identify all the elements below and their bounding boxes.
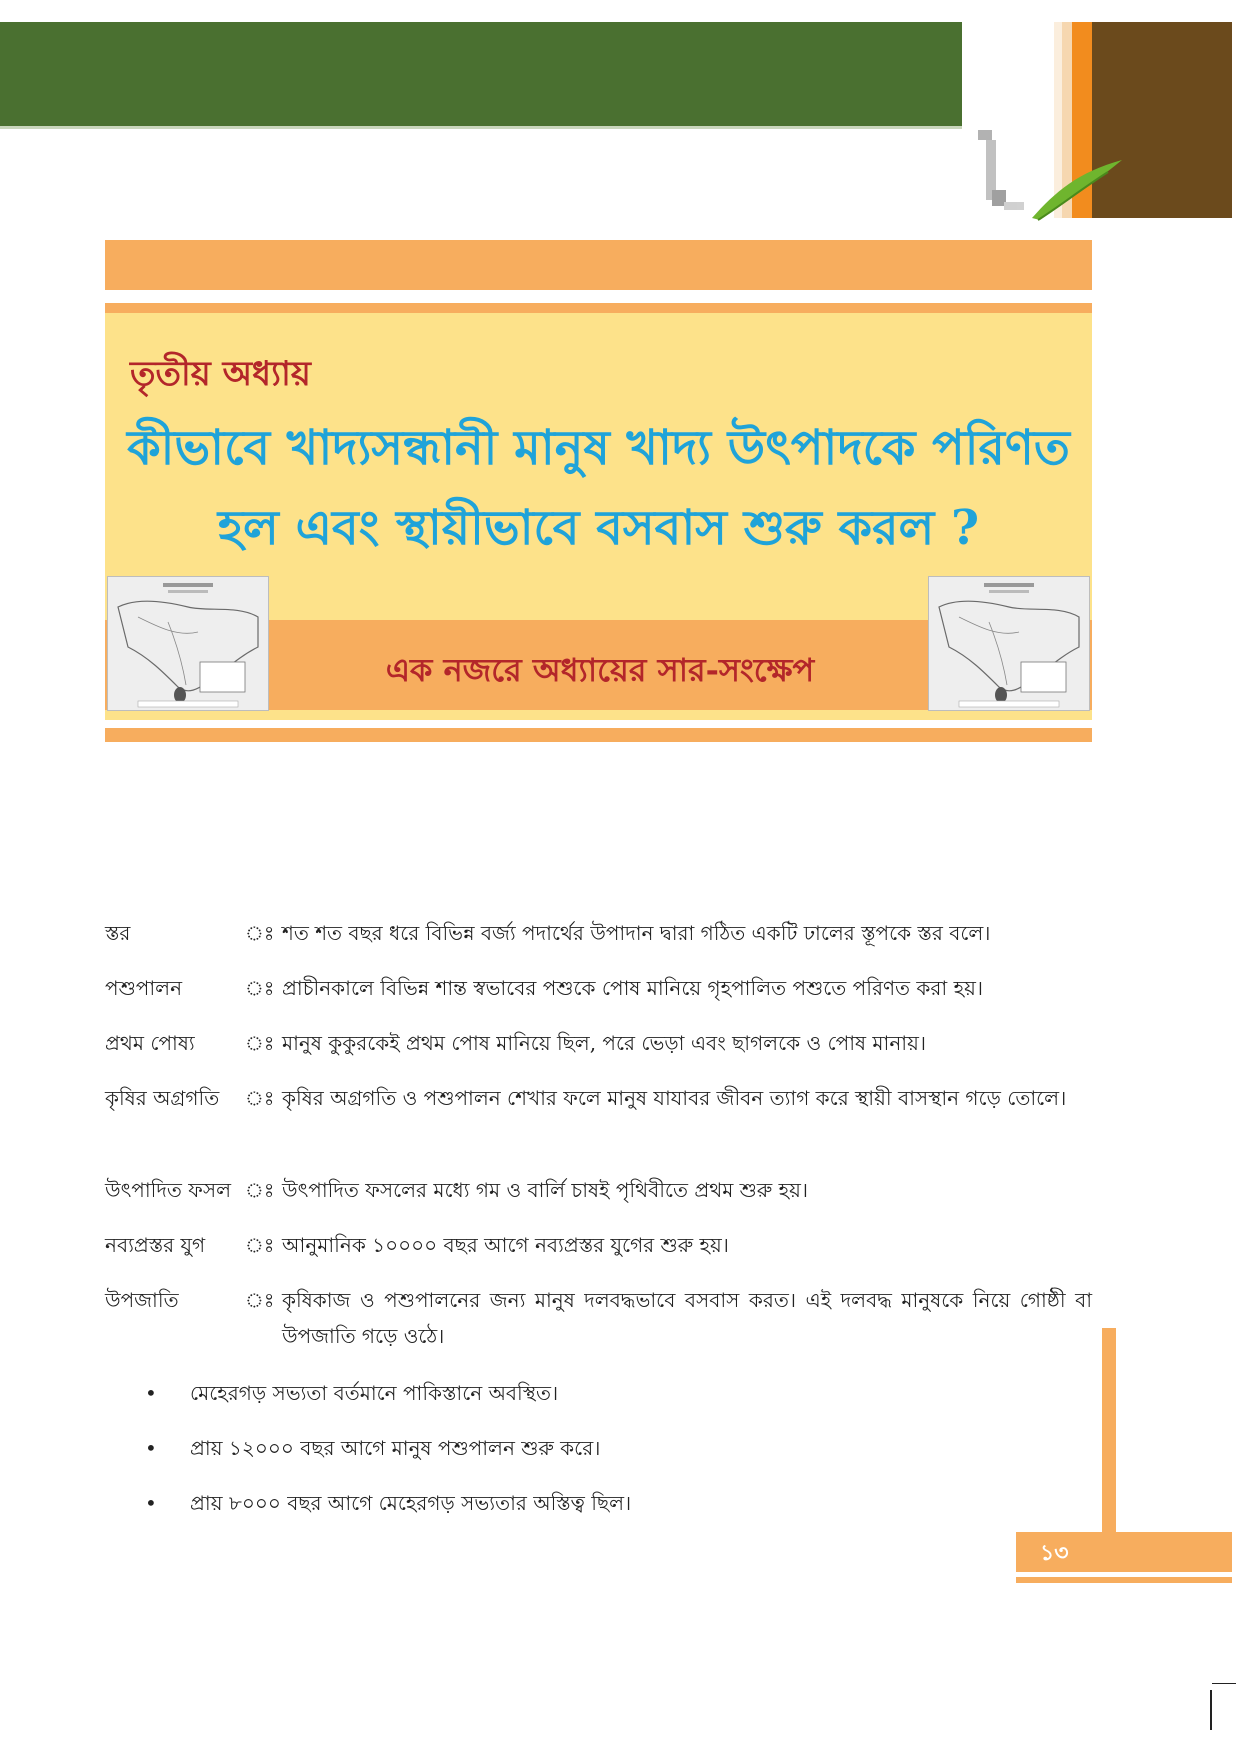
definition-term: স্তর — [105, 921, 131, 945]
definition-colon: ঃ — [245, 921, 275, 945]
definition-colon: ঃ — [245, 1178, 275, 1202]
definition-text: উৎপাদিত ফসলের মধ্যে গম ও বার্লি চাষই পৃথিবীতে প্রথম শুরু হয়। — [282, 1178, 809, 1202]
crop-mark — [1212, 1683, 1236, 1684]
definition-text: কৃষিকাজ ও পশুপালনের জন্য মানুষ দলবদ্ধভাবে বসবাস করত। এই দলবদ্ধ মানুষকে নিয়ে গোষ্ঠী বা উপজাতি গড়ে ওঠে। — [282, 1288, 1092, 1348]
page-number-vertical-bar — [1102, 1328, 1116, 1532]
definition-text: মানুষ কুকুরকেই প্রথম পোষ মানিয়ে ছিল, পরে ভেড়া এবং ছাগলকে ও পোষ মানায়। — [282, 1031, 927, 1055]
definition-colon: ঃ — [245, 1031, 275, 1055]
definition-term: উপজাতি — [105, 1288, 179, 1312]
header-bottom-bar — [105, 728, 1092, 742]
page-number-underline — [1016, 1577, 1232, 1583]
chapter-label: তৃতীয় অধ্যায় — [130, 354, 311, 394]
definition-term: কৃষির অগ্রগতি — [105, 1086, 220, 1110]
map-thumbnail-right — [928, 576, 1090, 711]
chapter-title: কীভাবে খাদ্যসন্ধানী মানুষ খাদ্য উৎপাদকে পরিণত হল এবং স্থায়ীভাবে বসবাস শুরু করল ? — [127, 420, 1070, 556]
header-top-bar — [105, 240, 1092, 290]
header-thin-bar — [105, 303, 1092, 313]
definition-term: উৎপাদিত ফসল — [105, 1178, 231, 1202]
map-illustration-icon — [108, 577, 269, 711]
top-band-shadow — [0, 126, 962, 129]
page-number: ১৩ — [1040, 1541, 1069, 1566]
summary-heading: এক নজরে অধ্যায়ের সার-সংক্ষেপ — [385, 651, 815, 689]
map-thumbnail-left — [107, 576, 269, 711]
bullet-text: প্রায় ১২০০০ বছর আগে মানুষ পশুপালন শুরু করে। — [190, 1436, 601, 1460]
bullet-icon: • — [145, 1436, 157, 1460]
definition-text: আনুমানিক ১০০০০ বছর আগে নব্যপ্রস্তর যুগের শুরু হয়। — [282, 1233, 729, 1257]
bullet-text: প্রায় ৮০০০ বছর আগে মেহেরগড় সভ্যতার অস্তিত্ব ছিল। — [190, 1491, 632, 1515]
bullet-text: মেহেরগড় সভ্যতা বর্তমানে পাকিস্তানে অবস্থিত। — [190, 1381, 559, 1405]
crop-mark — [1210, 1690, 1212, 1730]
definition-text: কৃষির অগ্রগতি ও পশুপালন শেখার ফলে মানুষ যাযাবর জীবন ত্যাগ করে স্থায়ী বাসস্থান গড়ে তোলে। — [282, 1086, 1067, 1110]
pen-leaf-icon — [960, 120, 1140, 230]
definition-text: প্রাচীনকালে বিভিন্ন শান্ত স্বভাবের পশুকে পোষ মানিয়ে গৃহপালিত পশুতে পরিণত করা হয়। — [282, 976, 984, 1000]
definition-term: নব্যপ্রস্তর যুগ — [105, 1233, 206, 1257]
definition-colon: ঃ — [245, 1288, 275, 1312]
top-green-band — [0, 22, 962, 126]
bullet-icon: • — [145, 1491, 157, 1515]
definition-colon: ঃ — [245, 976, 275, 1000]
bullet-icon: • — [145, 1381, 157, 1405]
definition-colon: ঃ — [245, 1233, 275, 1257]
definition-colon: ঃ — [245, 1086, 275, 1110]
map-illustration-icon — [929, 577, 1090, 711]
definition-term: প্রথম পোষ্য — [105, 1031, 195, 1055]
definition-term: পশুপালন — [105, 976, 183, 1000]
definition-text: শত শত বছর ধরে বিভিন্ন বর্জ্য পদার্থের উপাদান দ্বারা গঠিত একটি ঢালের স্তূপকে স্তর বলে। — [282, 921, 991, 945]
